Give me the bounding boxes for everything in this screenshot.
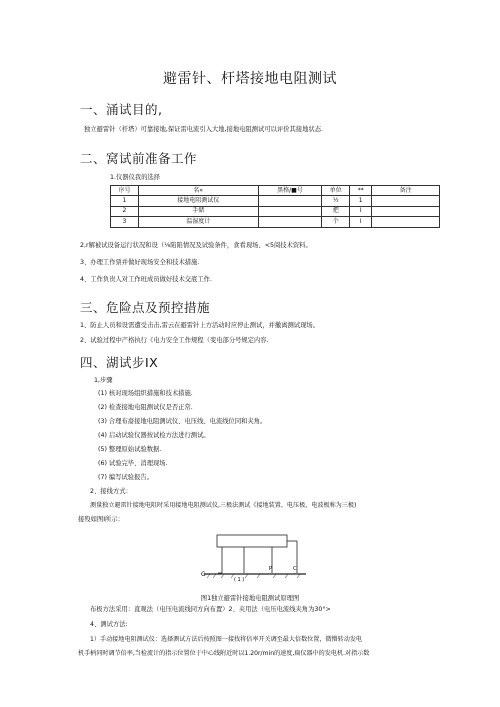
prep-item-4: 4、工作负贵人对工作班成员做好技术交底工作. bbox=[80, 276, 212, 283]
diagram-mid-label: ( 1 ) bbox=[234, 577, 245, 583]
table-cell: I bbox=[350, 206, 372, 216]
table-row bbox=[111, 196, 440, 206]
table-cell: 1 bbox=[350, 196, 372, 206]
step-item: (2) 检查接地电阻测试仪是否正常. bbox=[98, 404, 193, 411]
table-cell: ½ bbox=[322, 196, 350, 206]
wiring-paragraph: 测量独立避雷针接地电阻时采用接地电阻测试仪,三极法测试《接地装置、电压极、电波极称为三极) bbox=[90, 502, 357, 509]
table-cell bbox=[258, 196, 322, 206]
step-item: (4) 启动试验仪器按试检方法进行测试。 bbox=[98, 432, 210, 439]
step-item: (6) 试验完毕、消理现场. bbox=[98, 460, 168, 467]
table-cell: 2 bbox=[111, 206, 139, 216]
electrode-g-label: G bbox=[201, 571, 206, 578]
section-1-heading: 一、涌试目的, bbox=[80, 102, 163, 117]
table-header-cell: 序号 bbox=[111, 186, 139, 196]
section-1-body: 独立避雷针（杆塔）可靠接地,保证雷电流引入大地,接地电阻测试可以评价其接地状态. bbox=[84, 126, 323, 133]
section-3-heading: 三、危险点及预控措施 bbox=[80, 300, 211, 315]
table-cell: 温湿度计 bbox=[138, 217, 258, 227]
table-row bbox=[111, 206, 440, 216]
table-header-cell: 黑格/■号 bbox=[258, 186, 322, 196]
risk-item-1: 1、防止人员和设需遭受击击,雷云在避雷针上方活动时应停止测试，并撤离测试现场。 bbox=[80, 322, 319, 329]
risk-item-2: 2、试验过程中产格执行《电力安全工作规程（变电部分号规定内容. bbox=[80, 337, 269, 344]
equipment-table bbox=[110, 185, 440, 228]
electrode-p-label: P bbox=[269, 566, 273, 572]
grounding-test-diagram bbox=[200, 533, 310, 583]
document-title: 避雷针、杆塔接地电阻测试 bbox=[163, 71, 337, 87]
table-cell bbox=[372, 217, 440, 227]
table-header-cell: 备注 bbox=[372, 186, 440, 196]
table-cell bbox=[372, 196, 440, 206]
wiring-paragraph-cont: 接殁如图I所示： bbox=[78, 516, 124, 523]
table-row bbox=[111, 217, 440, 227]
electrode-c-label: C bbox=[293, 566, 297, 572]
table-header-cell: ** bbox=[350, 186, 372, 196]
table-cell: 1 bbox=[111, 196, 139, 206]
section-2-heading: 二、窝试前准备工作 bbox=[80, 151, 198, 166]
step-item: (7) 编写试验报告。 bbox=[98, 474, 153, 481]
table-header-row bbox=[111, 186, 440, 196]
test-method-label: 4、测试方法: bbox=[90, 621, 128, 628]
figure-caption: 图1独立避雷针接地电阻测试原理图 bbox=[200, 595, 300, 602]
table-cell: I bbox=[350, 217, 372, 227]
table-cell: 手储 bbox=[138, 206, 258, 216]
table-cell bbox=[372, 206, 440, 216]
test-method-paragraph-cont: 机手柄同时调节倍率,当检流计的指示位置位于中心线附近时以1.20r/min的速度,扁仪器中的发电机.对指示数 bbox=[78, 650, 370, 657]
instrument-selection-label: 1.仪器仪我的选择 bbox=[110, 174, 161, 181]
table-cell: 个 bbox=[322, 217, 350, 227]
tester-box bbox=[217, 535, 287, 547]
prep-item-3: 3、办理工作票并做好现场安全和技术措施. bbox=[80, 259, 200, 266]
step-item: (5) 整理原始试验数据. bbox=[98, 446, 162, 453]
electrode-layout-paragraph: 布极方法采用：直观法（电压电流线同方向布置）2、夹用法（电压电流线夹角为30°> bbox=[90, 606, 331, 613]
table-cell: 把 bbox=[322, 206, 350, 216]
step-item: (3) 合理布裔接地电阻测试仪、电压线、电流线位同和夹角。 bbox=[98, 418, 267, 425]
prep-item-2: 2,r解被试设备运行状况和设（⅛陷陷情况及试验条件，食看现场、<5阅技术资料。 bbox=[80, 242, 312, 249]
section-4-heading: 四、湖试步IX bbox=[80, 355, 159, 370]
table-cell bbox=[258, 206, 322, 216]
table-header-cell: 单位 bbox=[322, 186, 350, 196]
table-header-cell: 名« bbox=[138, 186, 258, 196]
test-method-paragraph: 1）手动接地电阻测试仪：选择测试方法后按照图一接找将倍率开关调至最大倍数位置，微懵转动发电 bbox=[90, 636, 363, 643]
step-item: (1) 核对现场组织措施和技术措施. bbox=[98, 390, 193, 397]
wiring-label: 2、接线方式： bbox=[90, 488, 132, 495]
steps-label: 1,步骤 bbox=[94, 377, 113, 384]
table-cell: 3 bbox=[111, 217, 139, 227]
table-cell: 接地电阻测试仪 bbox=[138, 196, 258, 206]
table-cell bbox=[258, 217, 322, 227]
